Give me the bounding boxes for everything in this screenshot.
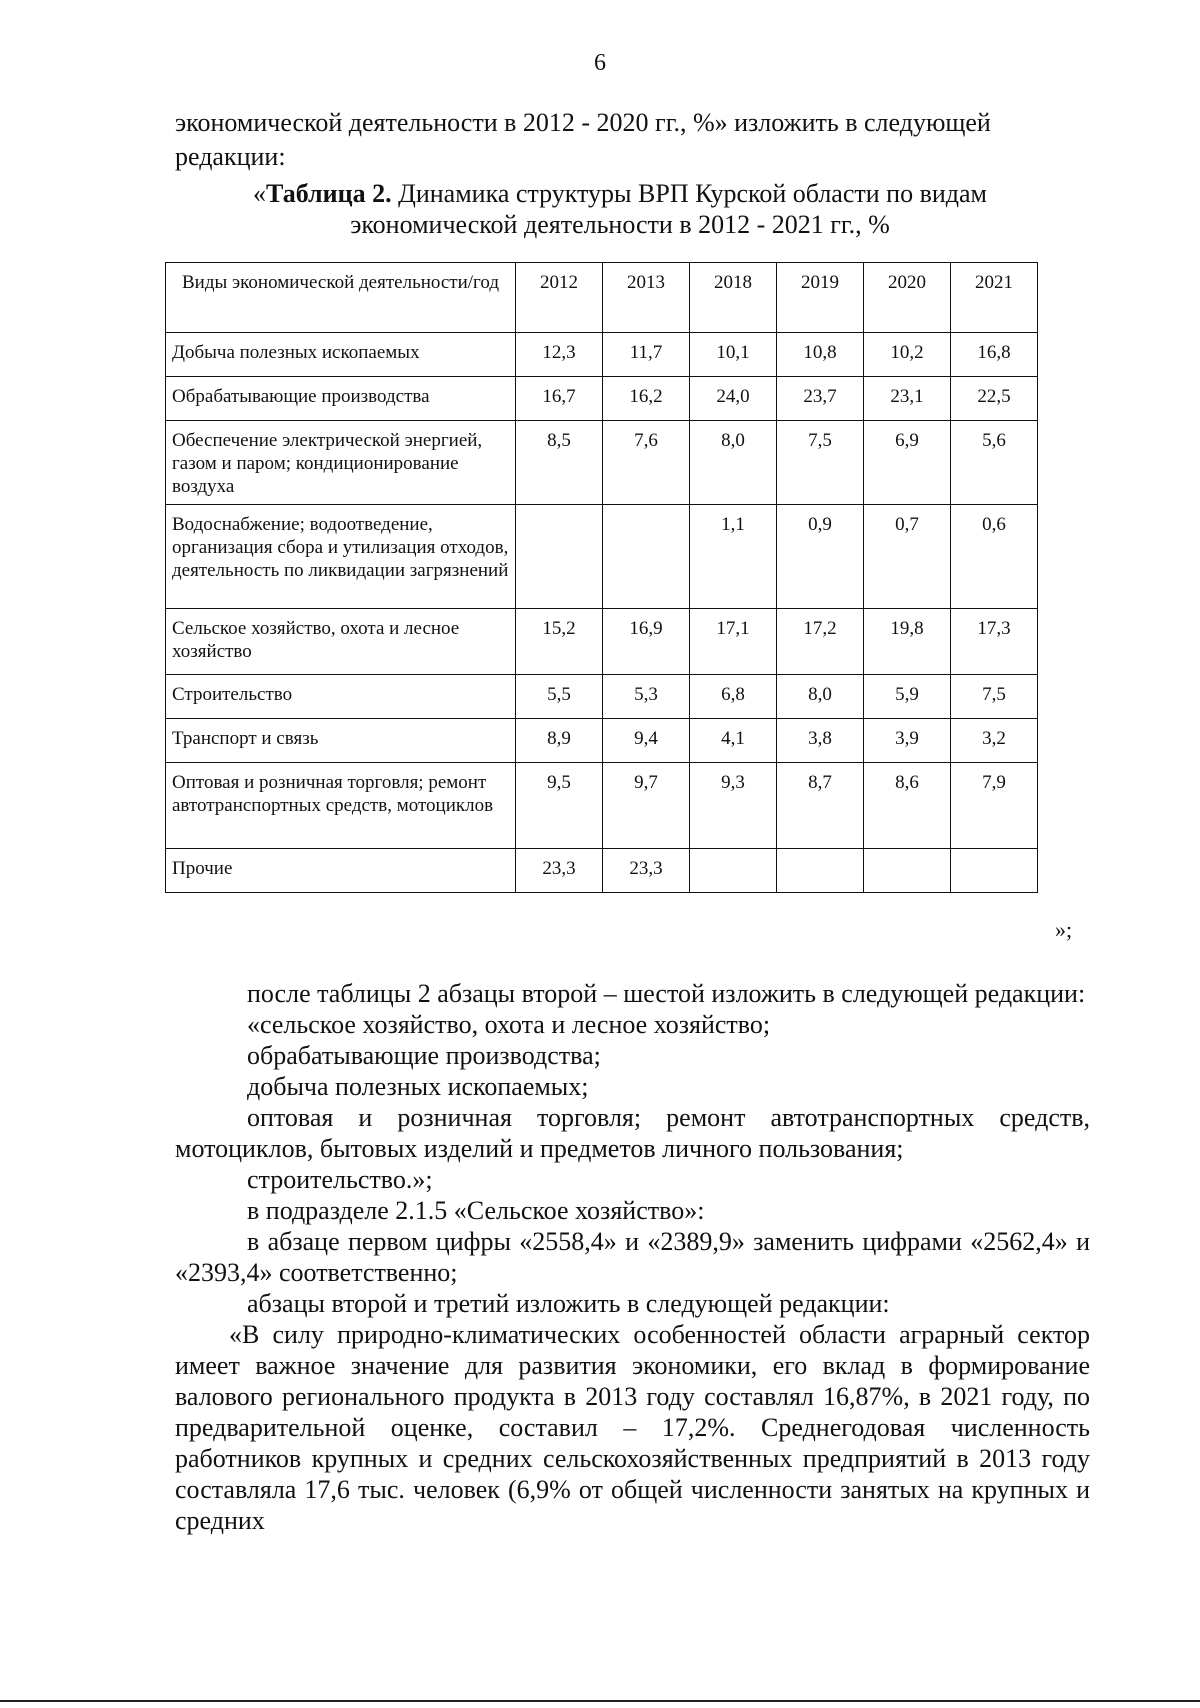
table-row [166, 763, 1038, 849]
cell-value: 16,2 [603, 377, 690, 421]
cell-value: 3,9 [864, 719, 951, 763]
cell-value: 7,5 [951, 675, 1038, 719]
header-year: 2020 [864, 263, 951, 333]
cell-value: 8,9 [516, 719, 603, 763]
cell-value: 0,6 [951, 505, 1038, 609]
paragraph: «сельское хозяйство, охота и лесное хозяйство; [247, 1010, 771, 1039]
paragraph: оптовая и розничная торговля; ремонт автотранспортных средств, мотоциклов, бытовых изделий и предметов личного пользования; [175, 1103, 1090, 1163]
table-header-row [166, 263, 1038, 333]
cell-value: 16,9 [603, 609, 690, 675]
cell-value: 11,7 [603, 333, 690, 377]
cell-value: 7,6 [603, 421, 690, 505]
cell-value: 23,1 [864, 377, 951, 421]
cell-value: 15,2 [516, 609, 603, 675]
cell-value: 5,5 [516, 675, 603, 719]
gdp-structure-table [165, 262, 1038, 893]
paragraph: в подразделе 2.1.5 «Сельское хозяйство»: [247, 1196, 705, 1225]
table-row [166, 849, 1038, 893]
cell-value: 8,6 [864, 763, 951, 849]
cell-value: 17,3 [951, 609, 1038, 675]
table-caption [160, 178, 1080, 240]
paragraph: обрабатывающие производства; [247, 1041, 601, 1070]
cell-value: 22,5 [951, 377, 1038, 421]
paragraph: строительство.»; [247, 1165, 433, 1194]
paragraph: добыча полезных ископаемых; [247, 1072, 589, 1101]
cell-value: 16,7 [516, 377, 603, 421]
caption-line-2: экономической деятельности в 2012 - 2021 гг., % [350, 210, 890, 239]
header-activity-type: Виды экономической деятельности/год [166, 263, 516, 333]
header-year: 2021 [951, 263, 1038, 333]
cell-value: 12,3 [516, 333, 603, 377]
cell-value: 23,7 [777, 377, 864, 421]
row-label: Сельское хозяйство, охота и лесное хозяйство [166, 609, 516, 675]
cell-value: 8,0 [690, 421, 777, 505]
row-label: Добыча полезных ископаемых [166, 333, 516, 377]
caption-line1-rest: Динамика структуры ВРП Курской области по видам [391, 179, 987, 208]
cell-value: 10,1 [690, 333, 777, 377]
table-row [166, 675, 1038, 719]
row-label: Прочие [166, 849, 516, 893]
row-label: Строительство [166, 675, 516, 719]
cell-value: 9,4 [603, 719, 690, 763]
cell-value: 6,8 [690, 675, 777, 719]
intro-text: экономической деятельности в 2012 - 2020 гг., %» изложить в следующей редакции: [175, 108, 991, 171]
page-number: 6 [594, 50, 606, 76]
cell-value: 9,7 [603, 763, 690, 849]
cell-value: 19,8 [864, 609, 951, 675]
header-year: 2012 [516, 263, 603, 333]
cell-value: 5,6 [951, 421, 1038, 505]
cell-value: 8,7 [777, 763, 864, 849]
row-label: Транспорт и связь [166, 719, 516, 763]
table-row [166, 719, 1038, 763]
header-year: 2018 [690, 263, 777, 333]
bottom-border-line [0, 1700, 1200, 1702]
cell-value: 10,8 [777, 333, 864, 377]
cell-value: 0,9 [777, 505, 864, 609]
cell-value: 16,8 [951, 333, 1038, 377]
closing-quote: »; [1055, 917, 1073, 942]
cell-value: 7,9 [951, 763, 1038, 849]
cell-value: 9,3 [690, 763, 777, 849]
cell-value [516, 505, 603, 609]
cell-value [690, 849, 777, 893]
cell-value: 4,1 [690, 719, 777, 763]
cell-value [777, 849, 864, 893]
cell-value: 3,8 [777, 719, 864, 763]
table-row [166, 505, 1038, 609]
cell-value: 8,0 [777, 675, 864, 719]
header-year: 2019 [777, 263, 864, 333]
table-row [166, 333, 1038, 377]
table-row [166, 421, 1038, 505]
row-label: Водоснабжение; водоотведение, организация сбора и утилизация отходов, деятельность по ликвидации загрязнений [166, 505, 516, 609]
cell-value: 5,9 [864, 675, 951, 719]
caption-bold: Таблица 2. [266, 179, 392, 208]
cell-value [603, 505, 690, 609]
row-label: Оптовая и розничная торговля; ремонт автотранспортных средств, мотоциклов [166, 763, 516, 849]
header-year: 2013 [603, 263, 690, 333]
cell-value: 17,2 [777, 609, 864, 675]
table-row [166, 377, 1038, 421]
body-text [175, 978, 1090, 1536]
paragraph: «В силу природно-климатических особенностей области аграрный сектор имеет важное значение для развития экономики, его вклад в формирование валового регионального продукта в 2013 году составлял 16,87%, в 2021 году, по предварительной оценке, составил – 17,2%. Среднегодовая численность работников крупных и средних сельскохозяйственных предприятий в 2013 году составляла 17,6 тыс. человек (6,9% от общей численности занятых на крупных и средних [175, 1320, 1090, 1535]
cell-value: 9,5 [516, 763, 603, 849]
cell-value: 8,5 [516, 421, 603, 505]
row-label: Обрабатывающие производства [166, 377, 516, 421]
cell-value: 17,1 [690, 609, 777, 675]
caption-prefix: « [253, 179, 266, 208]
cell-value: 0,7 [864, 505, 951, 609]
table-row [166, 609, 1038, 675]
cell-value: 10,2 [864, 333, 951, 377]
cell-value: 3,2 [951, 719, 1038, 763]
caption-line-1 [160, 178, 1080, 209]
cell-value: 23,3 [516, 849, 603, 893]
paragraph: после таблицы 2 абзацы второй – шестой изложить в следующей редакции: [247, 979, 1086, 1008]
paragraph: абзацы второй и третий изложить в следующей редакции: [247, 1289, 890, 1318]
cell-value [951, 849, 1038, 893]
cell-value [864, 849, 951, 893]
cell-value: 5,3 [603, 675, 690, 719]
cell-value: 1,1 [690, 505, 777, 609]
row-label: Обеспечение электрической энергией, газом и паром; кондиционирование воздуха [166, 421, 516, 505]
paragraph: в абзаце первом цифры «2558,4» и «2389,9» заменить цифрами «2562,4» и «2393,4» соответственно; [175, 1227, 1090, 1287]
cell-value: 23,3 [603, 849, 690, 893]
cell-value: 7,5 [777, 421, 864, 505]
cell-value: 6,9 [864, 421, 951, 505]
cell-value: 24,0 [690, 377, 777, 421]
